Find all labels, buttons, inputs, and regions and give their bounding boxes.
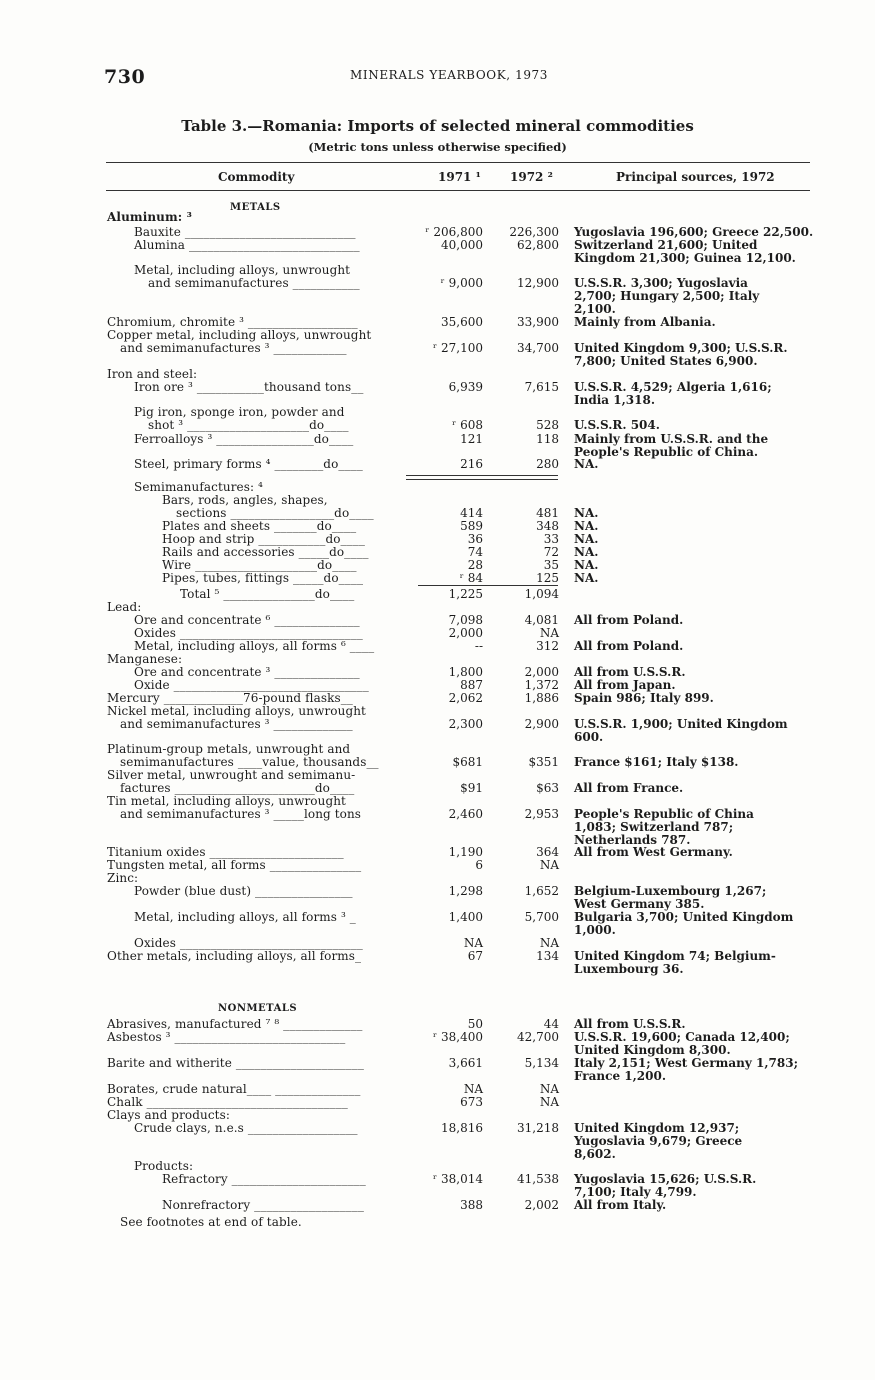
value-1971-cell: 887 bbox=[460, 678, 483, 692]
sources-cell: All from France. bbox=[574, 781, 684, 795]
value-1971-cell: 35,600 bbox=[441, 315, 483, 329]
commodity-cell: Plates and sheets _______do____ bbox=[162, 519, 357, 533]
commodity-cell: Barite and witherite _____________________ bbox=[107, 1056, 364, 1070]
value-1972-cell: 2,900 bbox=[524, 717, 559, 731]
commodity-cell: Nickel metal, including alloys, unwrought bbox=[107, 704, 366, 718]
value-1972-cell: 62,800 bbox=[517, 238, 559, 252]
commodity-cell: Tin metal, including alloys, unwrought bbox=[107, 794, 346, 808]
commodity-cell: Rails and accessories _____do____ bbox=[162, 545, 369, 559]
sources-cell: All from Poland. bbox=[574, 639, 684, 653]
commodity-cell: Steel, primary forms ⁴ ________do____ bbox=[134, 457, 363, 471]
commodity-cell: Clays and products: bbox=[107, 1108, 231, 1122]
commodity-cell: Aluminum: ³ bbox=[107, 210, 192, 224]
value-1971-cell: NA bbox=[463, 1082, 483, 1096]
value-1971-cell: 28 bbox=[467, 558, 483, 572]
sources-cell: Yugoslavia 15,626; U.S.S.R. 7,100; Italy 4,799. bbox=[574, 1172, 757, 1199]
commodity-cell: Bauxite ____________________________ bbox=[134, 225, 356, 239]
value-1972-cell: 118 bbox=[536, 432, 559, 446]
value-1971-cell: -- bbox=[474, 639, 483, 653]
value-1971-cell: 6 bbox=[475, 858, 483, 872]
commodity-cell: NONMETALS bbox=[218, 1003, 298, 1014]
value-1971-cell: 216 bbox=[460, 457, 483, 471]
commodity-cell: Lead: bbox=[107, 600, 142, 614]
value-1972-cell: 2,000 bbox=[524, 665, 559, 679]
value-1971-cell: 121 bbox=[460, 432, 483, 446]
commodity-cell: Abrasives, manufactured ⁷ ⁸ _____________ bbox=[107, 1017, 363, 1031]
sources-cell: All from U.S.S.R. bbox=[574, 665, 686, 679]
value-1971-cell: 50 bbox=[467, 1017, 483, 1031]
sources-cell: NA. bbox=[574, 506, 599, 520]
sources-cell: All from Italy. bbox=[574, 1198, 667, 1212]
commodity-cell: Refractory ______________________ bbox=[162, 1172, 366, 1186]
value-1971-cell: 2,000 bbox=[448, 626, 483, 640]
value-1971-cell: 388 bbox=[460, 1198, 483, 1212]
sources-cell: All from West Germany. bbox=[574, 845, 733, 859]
value-1972-cell: 280 bbox=[536, 457, 559, 471]
semis-total-rule bbox=[418, 585, 558, 586]
sources-cell: France $161; Italy $138. bbox=[574, 755, 739, 769]
sources-cell: Belgium-Luxembourg 1,267; West Germany 385. bbox=[574, 884, 767, 911]
commodity-cell: Wire ____________________do____ bbox=[162, 558, 357, 572]
value-1972-cell: 33 bbox=[543, 532, 559, 546]
value-1972-cell: 226,300 bbox=[509, 225, 559, 239]
value-1972-cell: 481 bbox=[536, 506, 559, 520]
value-1972-cell: NA bbox=[539, 936, 559, 950]
value-1972-cell: 44 bbox=[543, 1017, 559, 1031]
sources-cell: U.S.S.R. 4,529; Algeria 1,616; India 1,318. bbox=[574, 380, 772, 407]
value-1971-cell: ʳ 608 bbox=[452, 418, 483, 432]
value-1972-cell: 34,700 bbox=[517, 341, 559, 355]
value-1971-cell: ʳ 84 bbox=[459, 571, 483, 585]
value-1971-cell: $91 bbox=[460, 781, 483, 795]
commodity-cell: Oxides ______________________________ bbox=[134, 936, 363, 950]
commodity-cell: Bars, rods, angles, shapes, bbox=[162, 493, 328, 507]
value-1971-cell: 40,000 bbox=[441, 238, 483, 252]
commodity-cell: Copper metal, including alloys, unwrought bbox=[107, 328, 372, 342]
value-1971-cell: 2,460 bbox=[448, 807, 483, 821]
value-1971-cell: 74 bbox=[467, 545, 483, 559]
sources-cell: United Kingdom 12,937; Yugoslavia 9,679; Greece 8,602. bbox=[574, 1121, 743, 1161]
sources-cell: NA. bbox=[574, 532, 599, 546]
sources-cell: Mainly from Albania. bbox=[574, 315, 716, 329]
value-1972-cell: 41,538 bbox=[517, 1172, 559, 1186]
commodity-cell: Iron ore ³ ___________thousand tons__ bbox=[134, 380, 364, 394]
sources-cell: NA. bbox=[574, 519, 599, 533]
commodity-cell: factures _______________________do____ bbox=[120, 781, 355, 795]
sources-cell: All from Japan. bbox=[574, 678, 676, 692]
commodity-cell: Chromium, chromite ³ __________________ bbox=[107, 315, 358, 329]
commodity-cell: Pipes, tubes, fittings _____do____ bbox=[162, 571, 364, 585]
value-1972-cell: 72 bbox=[543, 545, 559, 559]
sources-cell: NA. bbox=[574, 571, 599, 585]
value-1972-cell: 528 bbox=[536, 418, 559, 432]
value-1972-cell: 1,372 bbox=[524, 678, 559, 692]
value-1972-cell: 1,886 bbox=[524, 691, 559, 705]
sources-cell: People's Republic of China 1,083; Switzerland 787; Netherlands 787. bbox=[574, 807, 754, 847]
value-1972-cell: 2,002 bbox=[524, 1198, 559, 1212]
value-1972-cell: 348 bbox=[536, 519, 559, 533]
value-1971-cell: 67 bbox=[467, 949, 483, 963]
table-title: Table 3.—Romania: Imports of selected mineral commodities bbox=[181, 117, 694, 135]
commodity-cell: Alumina ____________________________ bbox=[134, 238, 360, 252]
value-1972-cell: 42,700 bbox=[517, 1030, 559, 1044]
value-1972-cell: 31,218 bbox=[517, 1121, 559, 1135]
commodity-cell: Metal, including alloys, all forms ⁶ ____ bbox=[134, 639, 375, 653]
sources-cell: Yugoslavia 196,600; Greece 22,500. bbox=[574, 225, 814, 239]
value-1972-cell: NA bbox=[539, 1095, 559, 1109]
value-1971-cell: ʳ 38,400 bbox=[433, 1030, 483, 1044]
commodity-cell: Tungsten metal, all forms _______________ bbox=[107, 858, 362, 872]
value-1971-cell: 2,062 bbox=[448, 691, 483, 705]
commodity-cell: Pig iron, sponge iron, powder and bbox=[134, 405, 345, 419]
commodity-cell: Other metals, including alloys, all forms_ bbox=[107, 949, 362, 963]
value-1971-cell: 1,400 bbox=[448, 910, 483, 924]
value-1972-cell: 35 bbox=[543, 558, 559, 572]
commodity-cell: Ore and concentrate ⁶ ______________ bbox=[134, 613, 360, 627]
value-1972-cell: 125 bbox=[536, 571, 559, 585]
value-1972-cell: 33,900 bbox=[517, 315, 559, 329]
sources-cell: U.S.S.R. 19,600; Canada 12,400; United Kingdom 8,300. bbox=[574, 1030, 790, 1057]
sources-cell: Mainly from U.S.S.R. and the People's Republic of China. bbox=[574, 432, 769, 459]
page-number: 730 bbox=[104, 66, 146, 88]
value-1972-cell: NA bbox=[539, 1082, 559, 1096]
commodity-cell: Asbestos ³ ____________________________ bbox=[107, 1030, 346, 1044]
commodity-cell: and semimanufactures ³ _____long tons bbox=[120, 807, 362, 821]
commodity-cell: Metal, including alloys, all forms ³ _ bbox=[134, 910, 356, 924]
value-1972-cell: 12,900 bbox=[517, 276, 559, 290]
header-commodity: Commodity bbox=[218, 170, 295, 184]
value-1971-cell: 1,225 bbox=[448, 587, 483, 601]
commodity-cell: Zinc: bbox=[107, 871, 139, 885]
header-1972: 1972 ² bbox=[510, 170, 553, 184]
commodity-cell: Products: bbox=[134, 1159, 194, 1173]
running-head: MINERALS YEARBOOK, 1973 bbox=[350, 68, 549, 82]
value-1971-cell: $681 bbox=[452, 755, 483, 769]
sources-cell: Italy 2,151; West Germany 1,783; France 1,200. bbox=[574, 1056, 798, 1083]
value-1971-cell: ʳ 9,000 bbox=[440, 276, 483, 290]
steel-total-double-rule bbox=[406, 475, 558, 480]
commodity-cell: Total ⁵ _______________do____ bbox=[180, 587, 355, 601]
table-top-rule bbox=[106, 162, 810, 163]
value-1972-cell: 7,615 bbox=[524, 380, 559, 394]
value-1971-cell: ʳ 38,014 bbox=[433, 1172, 483, 1186]
sources-cell: United Kingdom 9,300; U.S.S.R. 7,800; United States 6,900. bbox=[574, 341, 788, 368]
value-1971-cell: ʳ 206,800 bbox=[425, 225, 483, 239]
commodity-cell: Chalk _________________________________ bbox=[107, 1095, 348, 1109]
value-1971-cell: 6,939 bbox=[448, 380, 483, 394]
commodity-cell: Platinum-group metals, unwrought and bbox=[107, 742, 351, 756]
commodity-cell: Manganese: bbox=[107, 652, 183, 666]
commodity-cell: METALS bbox=[230, 202, 281, 213]
commodity-cell: Silver metal, unwrought and semimanu- bbox=[107, 768, 356, 782]
commodity-cell: Mercury _____________76-pound flasks__ bbox=[107, 691, 353, 705]
sources-cell: U.S.S.R. 3,300; Yugoslavia 2,700; Hungary 2,500; Italy 2,100. bbox=[574, 276, 760, 316]
sources-cell: United Kingdom 74; Belgium- Luxembourg 36. bbox=[574, 949, 776, 976]
header-1971: 1971 ¹ bbox=[438, 170, 481, 184]
value-1972-cell: 364 bbox=[536, 845, 559, 859]
commodity-cell: and semimanufactures ___________ bbox=[148, 276, 360, 290]
commodity-cell: Crude clays, n.e.s __________________ bbox=[134, 1121, 358, 1135]
sources-cell: All from U.S.S.R. bbox=[574, 1017, 686, 1031]
sources-cell: NA. bbox=[574, 558, 599, 572]
value-1971-cell: ʳ 27,100 bbox=[433, 341, 483, 355]
value-1971-cell: 414 bbox=[460, 506, 483, 520]
commodity-cell: Iron and steel: bbox=[107, 367, 198, 381]
table-subtitle: (Metric tons unless otherwise specified) bbox=[308, 140, 567, 154]
value-1971-cell: 589 bbox=[460, 519, 483, 533]
value-1971-cell: 1,190 bbox=[448, 845, 483, 859]
commodity-cell: Semimanufactures: ⁴ bbox=[134, 480, 263, 494]
sources-cell: U.S.S.R. 1,900; United Kingdom 600. bbox=[574, 717, 788, 744]
value-1972-cell: 4,081 bbox=[524, 613, 559, 627]
commodity-cell: Borates, crude natural____ ______________ bbox=[107, 1082, 361, 1096]
commodity-cell: Oxide ________________________________ bbox=[134, 678, 369, 692]
sources-cell: U.S.S.R. 504. bbox=[574, 418, 660, 432]
value-1971-cell: 18,816 bbox=[441, 1121, 483, 1135]
value-1972-cell: NA bbox=[539, 626, 559, 640]
commodity-cell: Ore and concentrate ³ ______________ bbox=[134, 665, 360, 679]
value-1971-cell: NA bbox=[463, 936, 483, 950]
value-1972-cell: 312 bbox=[536, 639, 559, 653]
value-1972-cell: 5,700 bbox=[524, 910, 559, 924]
sources-cell: Bulgaria 3,700; United Kingdom 1,000. bbox=[574, 910, 794, 937]
commodity-cell: sections _________________do____ bbox=[176, 506, 374, 520]
value-1972-cell: 5,134 bbox=[524, 1056, 559, 1070]
header-bottom-rule bbox=[106, 190, 810, 191]
value-1972-cell: 2,953 bbox=[524, 807, 559, 821]
value-1971-cell: 36 bbox=[467, 532, 483, 546]
value-1971-cell: 673 bbox=[460, 1095, 483, 1109]
value-1971-cell: 7,098 bbox=[448, 613, 483, 627]
commodity-cell: Nonrefractory __________________ bbox=[162, 1198, 364, 1212]
value-1972-cell: NA bbox=[539, 858, 559, 872]
value-1972-cell: 1,094 bbox=[524, 587, 559, 601]
value-1971-cell: 2,300 bbox=[448, 717, 483, 731]
sources-cell: All from Poland. bbox=[574, 613, 684, 627]
header-sources: Principal sources, 1972 bbox=[616, 170, 775, 184]
commodity-cell: Oxides ______________________________ bbox=[134, 626, 363, 640]
sources-cell: NA. bbox=[574, 457, 599, 471]
value-1972-cell: $63 bbox=[536, 781, 559, 795]
value-1972-cell: 1,652 bbox=[524, 884, 559, 898]
commodity-cell: Powder (blue dust) ________________ bbox=[134, 884, 353, 898]
commodity-cell: See footnotes at end of table. bbox=[120, 1215, 302, 1229]
commodity-cell: Metal, including alloys, unwrought bbox=[134, 263, 351, 277]
commodity-cell: and semimanufactures ³ ____________ bbox=[120, 341, 347, 355]
commodity-cell: shot ³ ____________________do____ bbox=[148, 418, 349, 432]
sources-cell: Spain 986; Italy 899. bbox=[574, 691, 714, 705]
commodity-cell: semimanufactures ____value, thousands__ bbox=[120, 755, 379, 769]
value-1971-cell: 1,298 bbox=[448, 884, 483, 898]
value-1971-cell: 3,661 bbox=[448, 1056, 483, 1070]
sources-cell: NA. bbox=[574, 545, 599, 559]
sources-cell: Switzerland 21,600; United Kingdom 21,300; Guinea 12,100. bbox=[574, 238, 796, 265]
commodity-cell: Titanium oxides ______________________ bbox=[107, 845, 344, 859]
value-1971-cell: 1,800 bbox=[448, 665, 483, 679]
commodity-cell: Hoop and strip ___________do____ bbox=[162, 532, 365, 546]
value-1972-cell: 134 bbox=[536, 949, 559, 963]
commodity-cell: Ferroalloys ³ ________________do____ bbox=[134, 432, 354, 446]
commodity-cell: and semimanufactures ³ _____________ bbox=[120, 717, 353, 731]
value-1972-cell: $351 bbox=[528, 755, 559, 769]
